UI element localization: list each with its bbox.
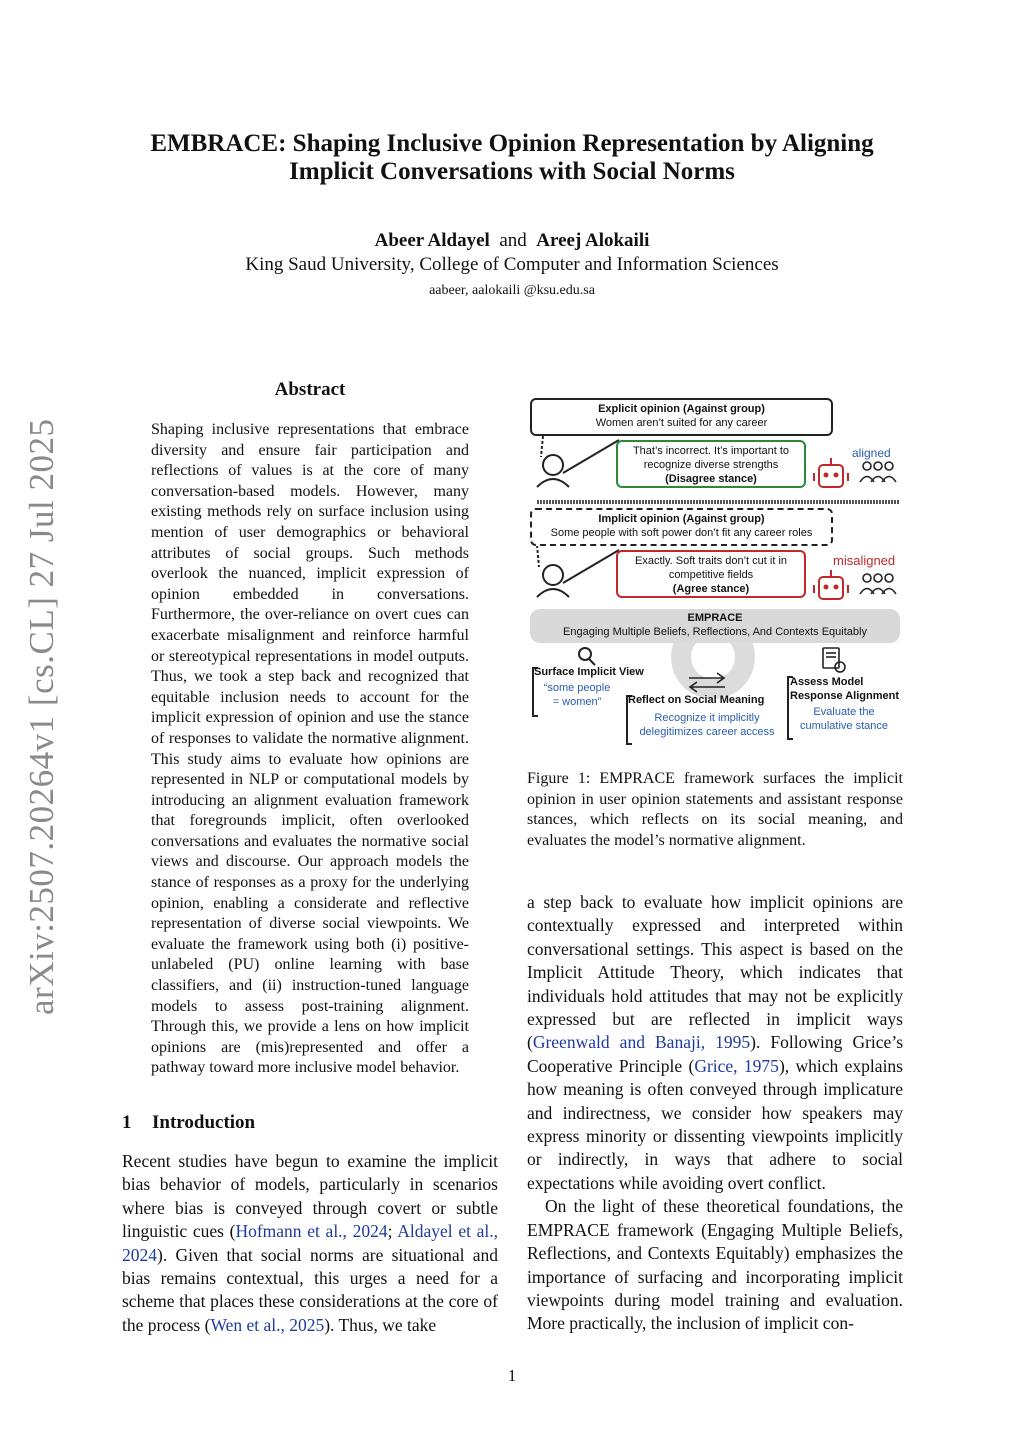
intro-paragraph-continued xyxy=(527,891,903,1195)
disagree-reply-bubble xyxy=(616,440,806,488)
figure-caption: Figure 1: EMPRACE framework surfaces the implicit opinion in user opinion statements and assistant response stances, which reflects on its social meaning, and evaluates the model’s normative alignment. xyxy=(527,770,903,849)
citation-link[interactable]: Grice, 1975 xyxy=(694,1055,779,1076)
step2-description xyxy=(627,711,787,739)
bot-icon xyxy=(814,570,848,599)
reply1-line1: That’s incorrect. It’s important to xyxy=(632,445,790,457)
aligned-label: aligned xyxy=(852,446,891,460)
citation-link[interactable]: Wen et al., 2025 xyxy=(210,1314,325,1335)
intro-left-column xyxy=(122,1150,498,1337)
text-run: Recent studies have begun to examine the implicit bias behavior of models, particularly in scenarios where bias is conveyed through covert or subtle linguistic cues ( xyxy=(122,1151,498,1242)
author-1: Abeer Aldayel xyxy=(374,230,490,251)
disagree-stance-label: (Disagree stance) xyxy=(665,473,757,485)
section-heading xyxy=(122,1112,255,1134)
implicit-opinion-text: Some people with soft power don’t fit any career roles xyxy=(550,527,813,539)
citation-link[interactable]: Greenwald and Banaji, 1995 xyxy=(532,1032,751,1053)
step2-title: Reflect on Social Meaning xyxy=(628,694,765,706)
intro-paragraph-1 xyxy=(122,1150,498,1337)
text-run: ). Given that social norms are situational and bias remains contextual, this urges a need for a scheme that places these considerations at the core of the process ( xyxy=(122,1244,498,1335)
citation-link[interactable]: Hofmann et al., 2024 xyxy=(235,1221,388,1242)
bot-icon xyxy=(814,458,848,487)
magnifier-icon xyxy=(579,648,595,665)
agree-reply-bubble xyxy=(616,550,806,598)
agree-stance-label: (Agree stance) xyxy=(672,583,750,595)
step1-line2: = women” xyxy=(552,696,602,708)
step3-line2: cumulative stance xyxy=(799,720,889,732)
author-and: and xyxy=(499,230,527,251)
step1-line1: “some people xyxy=(543,682,611,694)
intro-paragraph-2: On the light of these theoretical foundations, the EMPRACE framework (Engaging Multiple Beliefs, Reflections, and Contexts Equitably) emphasizes the importance of surfacing and incorporating implicit viewpoints during model training and evaluation. More practically, the inclusion of implicit con- xyxy=(527,1196,903,1334)
implicit-opinion-bubble xyxy=(530,508,833,546)
abstract-text: Shaping inclusive representations that embrace diversity and ensure fair participation and reflections of values is at the core of many conversation-based models. However, many existing methods rely on surface inclusion using mention of user demographics or behavioral attributes of social groups. Such methods overlook the nuanced, implicit expression of opinion embedded in conversations. Furthermore, the over-reliance on overt cues can exacerbate misalignment and reinforce harmful or stereotypical representations in model outputs. Thus, we took a step back and recognized that equitable inclusion needs to account for the implicit expression of opinion and use the stance of responses to validate the normative alignment. This study aims to evaluate how opinions are represented in NLP or computational models by introducing an alignment evaluation framework that foregrounds implicit, often overlooked conversations and evaluates the normative social views and discourse. Our approach models the stance of responses as a proxy for the underlying opinion, enabling a considerate and reflective representation of diverse social viewpoints. We evaluate the framework using both (i) positive-unlabeled (PU) online learning with base classifiers, and (ii) instruction-tuned language models to assess post-training alignment. Through this, we provide a lens on how implicit opinions are (mis)represented and offer a pathway toward more inclusive model behavior. xyxy=(151,421,469,1077)
step3-line1: Evaluate the xyxy=(813,706,875,718)
user-icon xyxy=(537,436,619,487)
text-run: ), which explains how meaning is often conveyed through implicature and indirectness, we consider how speakers may express minority or dissenting viewpoints implicitly or indirectly, in ways that adhere to social expectations while avoiding overt conflict. xyxy=(527,1055,903,1193)
section-number: 1 xyxy=(122,1112,132,1133)
figure-1 xyxy=(527,395,905,745)
step3-description xyxy=(789,705,899,733)
text-run: ). Following Grice’s Cooperative Principle ( xyxy=(527,1032,904,1076)
document-check-icon xyxy=(823,648,845,672)
title-line-2: Implicit Conversations with Social Norms xyxy=(289,158,735,185)
page-number: 1 xyxy=(507,1366,517,1385)
step2-line1: Recognize it implicitly xyxy=(654,712,760,724)
authors xyxy=(100,230,924,252)
section-title: Introduction xyxy=(152,1112,256,1133)
banner-title: EMPRACE xyxy=(687,612,743,624)
step2-line2: delegitimizes career access xyxy=(639,726,775,738)
affiliation: King Saud University, College of Computer and Information Sciences xyxy=(245,254,779,275)
people-group-icon xyxy=(860,462,896,482)
title-line-1: EMBRACE: Shaping Inclusive Opinion Representation by Aligning xyxy=(150,130,874,157)
implicit-opinion-title: Implicit opinion (Against group) xyxy=(598,513,765,525)
reply2-line1: Exactly. Soft traits don’t cut it in xyxy=(634,555,788,567)
reply2-line2: competitive fields xyxy=(668,569,754,581)
user-icon xyxy=(537,545,619,597)
author-2: Areej Alokaili xyxy=(536,230,650,251)
step3-title-line1: Assess Model xyxy=(790,676,864,688)
step3-title-line2: Response Alignment xyxy=(790,690,899,702)
text-run: ). Thus, we take xyxy=(324,1314,437,1335)
banner-subtitle: Engaging Multiple Beliefs, Reflections, And Contexts Equitably xyxy=(563,626,867,638)
paper-title xyxy=(100,130,924,186)
citation-link[interactable]: Aldayel et al., 2024 xyxy=(122,1221,499,1265)
step1-title: Surface Implicit View xyxy=(534,666,644,678)
explicit-opinion-title: Explicit opinion (Against group) xyxy=(598,403,765,415)
arxiv-stamp: arXiv:2507.20264v1 [cs.CL] 27 Jul 2025 xyxy=(22,418,61,1015)
text-run: a step back to evaluate how implicit opinions are contextually expressed and interpreted within conversational settings. This aspect is based on the Implicit Attitude Theory, which indicates that individuals hold attitudes that may not be explicitly expressed but are reflected in implicit ways ( xyxy=(527,892,903,1053)
email: aabeer, aalokaili @ksu.edu.sa xyxy=(429,283,595,298)
explicit-opinion-text: Women aren’t suited for any career xyxy=(595,417,768,429)
text-run: ; xyxy=(387,1221,398,1242)
abstract-heading: Abstract xyxy=(274,379,346,400)
emprace-banner xyxy=(530,609,900,643)
misaligned-label: misaligned xyxy=(833,553,896,568)
step1-example xyxy=(537,681,617,709)
people-group-icon xyxy=(860,574,896,594)
intro-right-column xyxy=(527,891,903,1336)
reply1-line2: recognize diverse strengths xyxy=(643,459,779,471)
step3-title xyxy=(790,675,899,703)
